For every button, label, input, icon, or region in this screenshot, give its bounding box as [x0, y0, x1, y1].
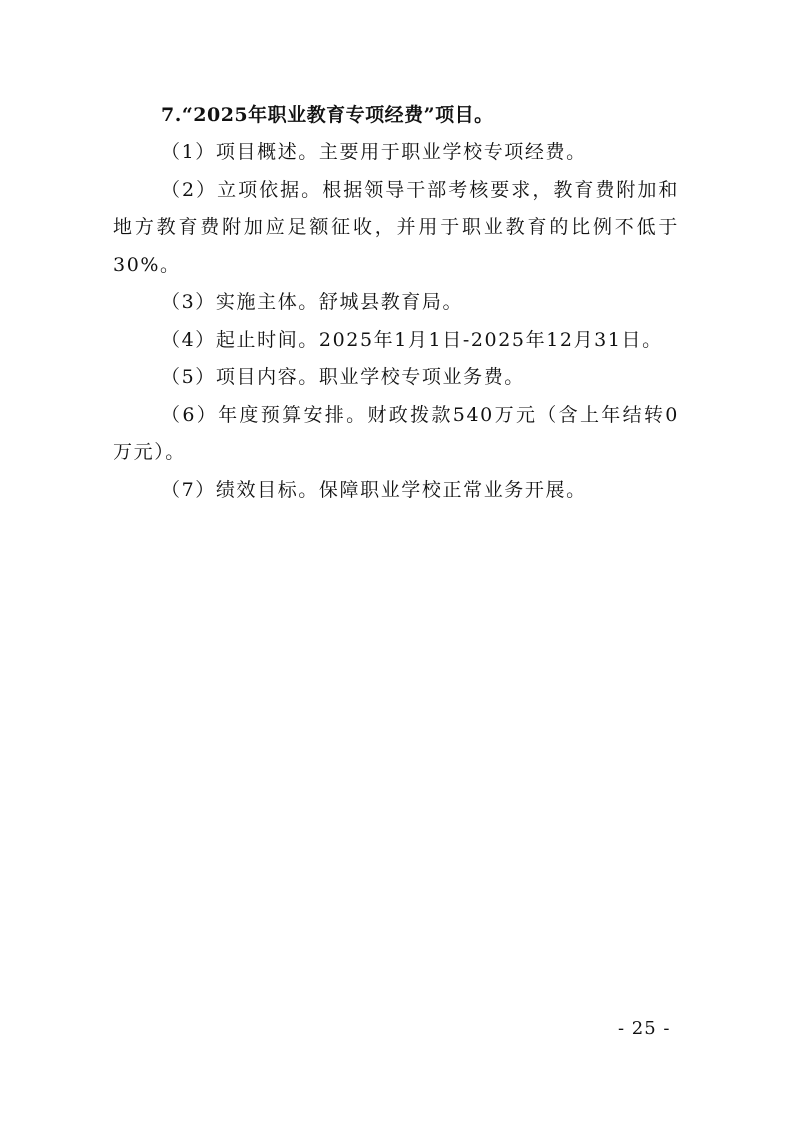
paragraph-content: （5）项目内容。职业学校专项业务费。 [161, 366, 525, 388]
paragraph-overview: （1）项目概述。主要用于职业学校专项经费。 [161, 141, 587, 163]
paragraph-basis: （2）立项依据。根据领导干部考核要求，教育费附加和地方教育费附加应足额征收，并用于职业教育的比例不低于30%。 [113, 178, 679, 276]
paragraph-budget: （6）年度预算安排。财政拨款540万元（含上年结转0万元）。 [113, 403, 679, 463]
paragraph-goal: （7）绩效目标。保障职业学校正常业务开展。 [161, 478, 587, 501]
paragraph-implementer: （3）实施主体。舒城县教育局。 [161, 291, 464, 313]
document-body [113, 97, 679, 509]
page-number: - 25 - [618, 1018, 671, 1039]
paragraph-period: （4）起止时间。2025年1月1日-2025年12月31日。 [161, 328, 663, 351]
section-heading: 7.“2025年职业教育专项经费”项目。 [161, 104, 494, 126]
